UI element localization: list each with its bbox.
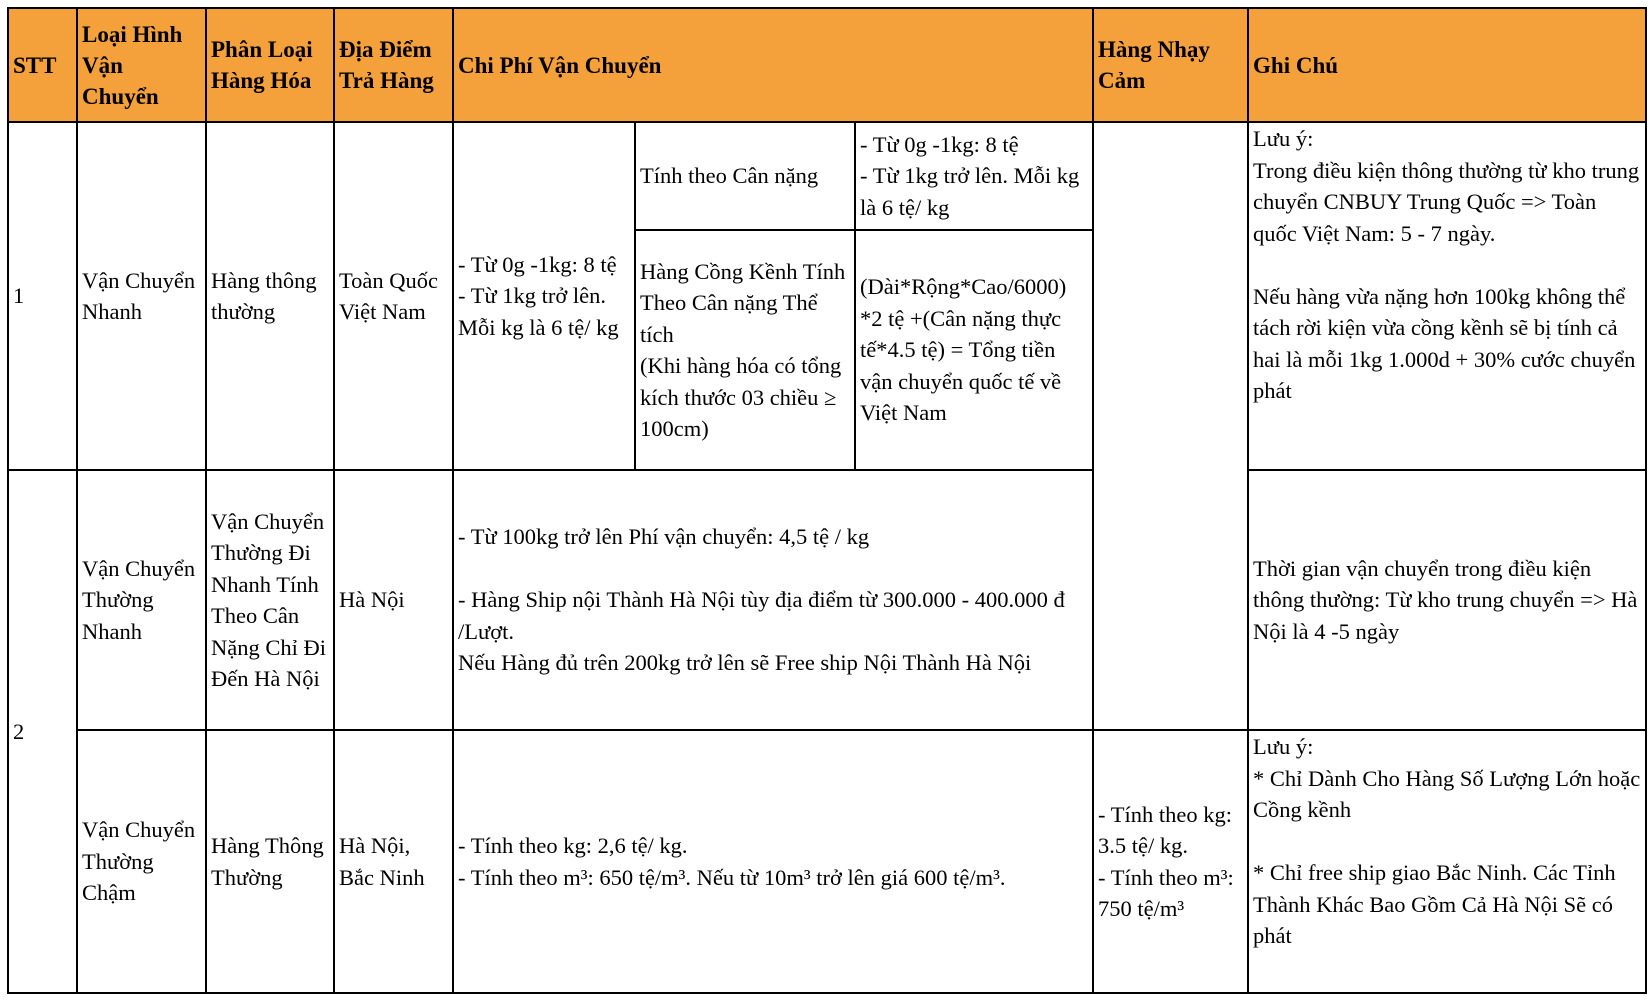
header-hang-nhay-cam: Hàng Nhạy Cảm bbox=[1093, 8, 1248, 122]
cell-stt-2: 2 bbox=[8, 470, 77, 993]
cell-dia-diem-3: Hà Nội, Bắc Ninh bbox=[334, 730, 453, 993]
cell-ghi-chu-3: Lưu ý: * Chỉ Dành Cho Hàng Số Lượng Lớn hoặc Cồng kềnh * Chỉ free ship giao Bắc Ninh. Các Tỉnh Thành Khác Bao Gồm Cả Hà Nội Sẽ có phát bbox=[1248, 730, 1646, 993]
header-loai-hinh: Loại Hình Vận Chuyển bbox=[77, 8, 206, 122]
table-row bbox=[8, 730, 1646, 993]
table-row bbox=[8, 122, 1646, 230]
cell-dia-diem-1: Toàn Quốc Việt Nam bbox=[334, 122, 453, 470]
cell-loai-hinh-1: Vận Chuyển Nhanh bbox=[77, 122, 206, 470]
cell-ghi-chu-1: Lưu ý: Trong điều kiện thông thường từ kho trung chuyển CNBUY Trung Quốc => Toàn quốc Việt Nam: 5 - 7 ngày. Nếu hàng vừa nặng hơn 100kg không thể tách rời kiện vừa cồng kềnh sẽ bị tính cả hai là mỗi 1kg 1.000d + 30% cước chuyển phát bbox=[1248, 122, 1646, 470]
cell-loai-hinh-3: Vận Chuyển Thường Chậm bbox=[77, 730, 206, 993]
cell-phan-loai-3: Hàng Thông Thường bbox=[206, 730, 334, 993]
cell-sub2-label: Hàng Cồng Kềnh Tính Theo Cân nặng Thể tích (Khi hàng hóa có tổng kích thước 03 chiều ≥ 100cm) bbox=[635, 230, 855, 470]
cell-phan-loai-1: Hàng thông thường bbox=[206, 122, 334, 470]
header-row bbox=[8, 8, 1646, 122]
cell-chi-phi-3: - Tính theo kg: 2,6 tệ/ kg. - Tính theo m³: 650 tệ/m³. Nếu từ 10m³ trở lên giá 600 tệ/m³. bbox=[453, 730, 1093, 993]
cell-stt-1: 1 bbox=[8, 122, 77, 470]
cell-loai-hinh-2: Vận Chuyển Thường Nhanh bbox=[77, 470, 206, 730]
cell-hang-nhay-cam-3: - Tính theo kg: 3.5 tệ/ kg. - Tính theo m³: 750 tệ/m³ bbox=[1093, 730, 1248, 993]
shipping-rate-table bbox=[7, 7, 1647, 994]
cell-phan-loai-2: Vận Chuyển Thường Đi Nhanh Tính Theo Cân Nặng Chỉ Đi Đến Hà Nội bbox=[206, 470, 334, 730]
table-row bbox=[8, 470, 1646, 730]
cell-sub2-value: (Dài*Rộng*Cao/6000) *2 tệ +(Cân nặng thực tế*4.5 tệ) = Tổng tiền vận chuyển quốc tế về Việt Nam bbox=[855, 230, 1093, 470]
cell-dia-diem-2: Hà Nội bbox=[334, 470, 453, 730]
cell-chi-phi-2: - Từ 100kg trở lên Phí vận chuyển: 4,5 tệ / kg - Hàng Ship nội Thành Hà Nội tùy địa điểm từ 300.000 - 400.000 đ /Lượt. Nếu Hàng đủ trên 200kg trở lên sẽ Free ship Nội Thành Hà Nội bbox=[453, 470, 1093, 730]
cell-chi-phi-chung-1: - Từ 0g -1kg: 8 tệ - Từ 1kg trở lên. Mỗi kg là 6 tệ/ kg bbox=[453, 122, 635, 470]
header-dia-diem: Địa Điểm Trả Hàng bbox=[334, 8, 453, 122]
cell-ghi-chu-2: Thời gian vận chuyển trong điều kiện thông thường: Từ kho trung chuyển => Hà Nội là 4 -5 ngày bbox=[1248, 470, 1646, 730]
cell-sub1-label: Tính theo Cân nặng bbox=[635, 122, 855, 230]
header-chi-phi: Chi Phí Vận Chuyển bbox=[453, 8, 1093, 122]
header-ghi-chu: Ghi Chú bbox=[1248, 8, 1646, 122]
header-stt: STT bbox=[8, 8, 77, 122]
header-phan-loai: Phân Loại Hàng Hóa bbox=[206, 8, 334, 122]
cell-sub1-value: - Từ 0g -1kg: 8 tệ - Từ 1kg trở lên. Mỗi kg là 6 tệ/ kg bbox=[855, 122, 1093, 230]
cell-hang-nhay-cam-12 bbox=[1093, 122, 1248, 730]
